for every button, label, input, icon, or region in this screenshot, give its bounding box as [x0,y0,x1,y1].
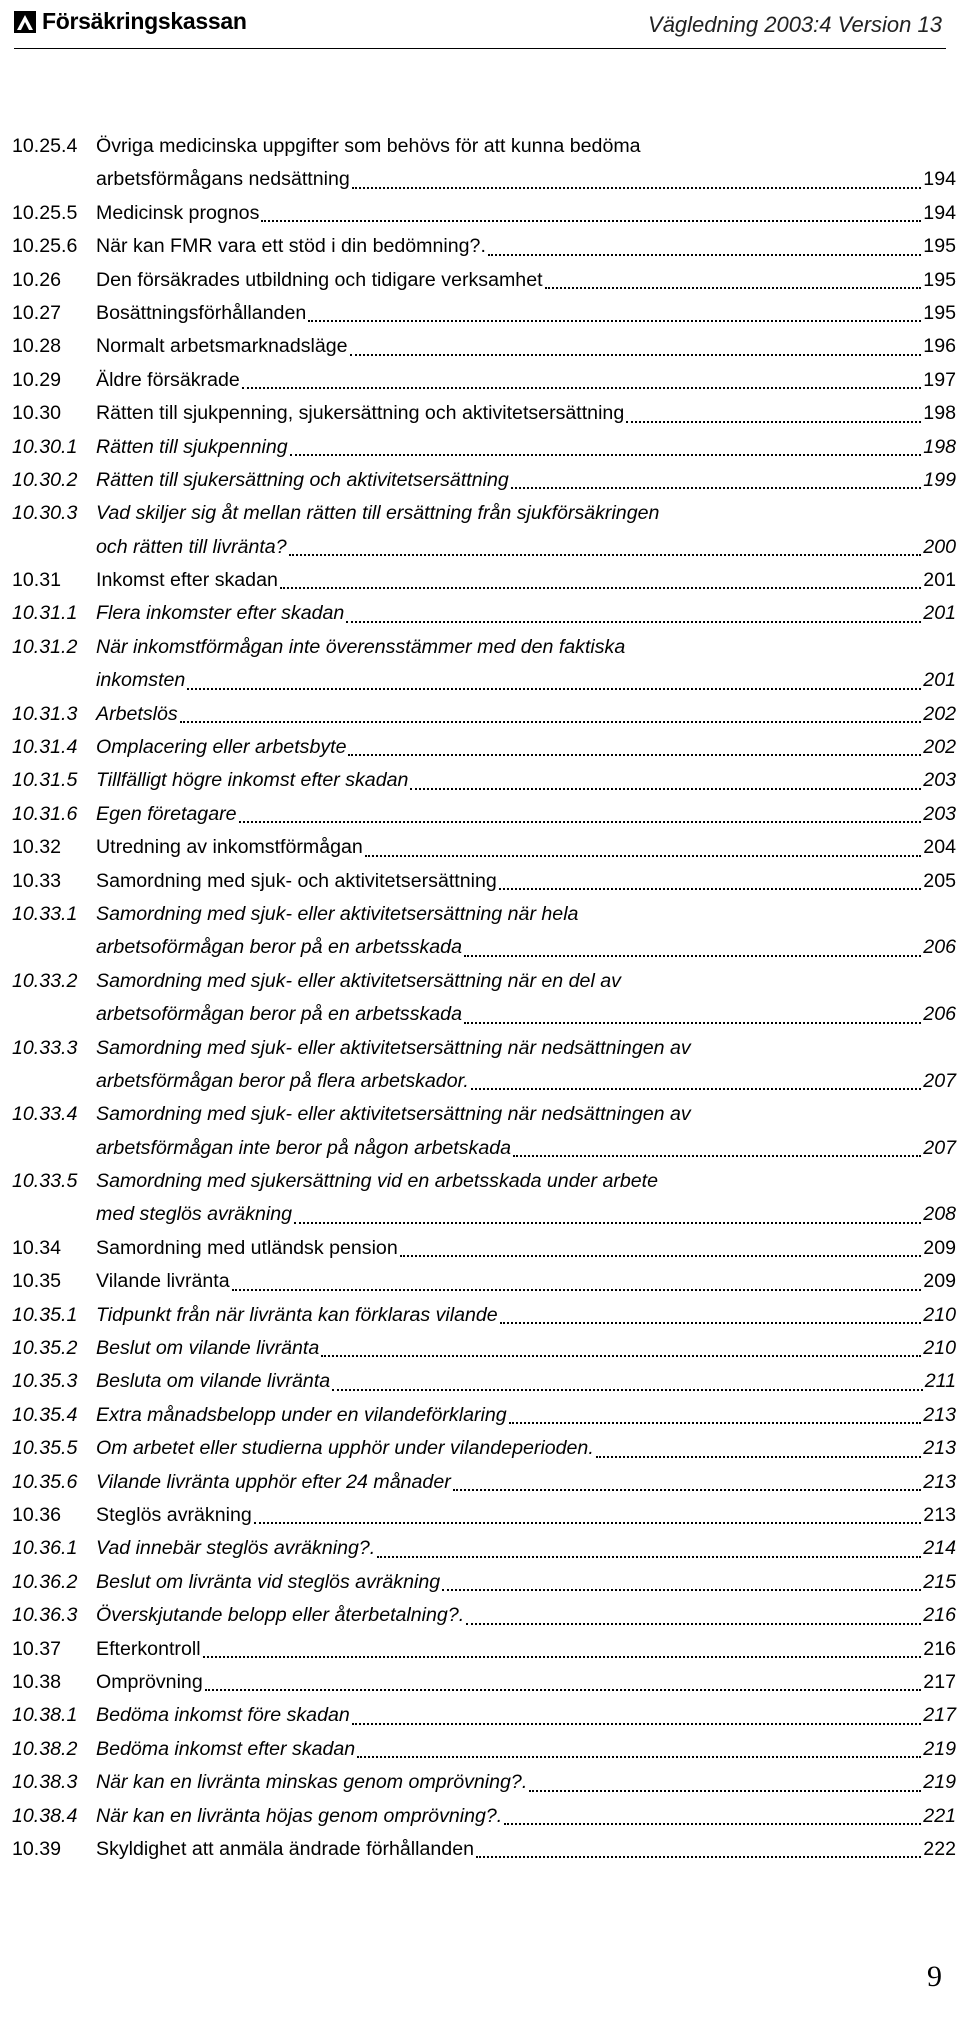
toc-number: 10.35 [12,1270,62,1293]
brand-logo-icon [14,11,36,33]
toc-number: 10.35.1 [12,1303,78,1326]
toc-page: 213 [923,1504,956,1526]
toc-entry[interactable] [12,1633,956,1666]
toc-page: 202 [923,702,956,725]
toc-page: 217 [923,1704,956,1727]
toc-title: Vad innebär steglös avräkning?. [96,1537,376,1560]
toc-leader [499,888,922,890]
toc-number: 10.33 [12,869,62,892]
toc-page: 221 [923,1804,956,1827]
toc-number: 10.31.6 [12,802,78,825]
toc-entry[interactable] [12,364,956,397]
toc-page: 195 [923,301,956,324]
toc-title: Rätten till sjukersättning och aktivitetsersättning [96,468,509,491]
toc-leader [254,1522,922,1524]
toc-title: Bosättningsförhållanden [96,301,307,324]
toc-page: 205 [923,869,956,892]
toc-leader [346,621,921,623]
toc-number: 10.31 [12,569,62,592]
toc-leader [513,1155,921,1157]
toc-entry[interactable] [12,464,956,497]
toc-title: Besluta om vilande livränta [96,1370,331,1393]
toc-number: 10.36 [12,1504,62,1526]
toc-leader [289,554,922,556]
toc-page: 201 [923,569,956,592]
toc-leader [464,955,921,957]
toc-title: Arbetslös [96,702,178,725]
toc-entry[interactable] [12,1165,956,1232]
toc-title: Samordning med sjuk- eller aktivitetsersättning när nedsättningen av [96,1103,691,1126]
toc-page: 209 [923,1236,956,1259]
toc-page: 214 [923,1537,956,1560]
toc-title-continued: arbetsoförmågan beror på en arbetsskada [96,1003,462,1026]
toc-leader [332,1389,923,1391]
toc-number: 10.35.3 [12,1370,78,1393]
toc-entry[interactable] [12,1733,956,1766]
toc-leader [471,1088,921,1090]
toc-number: 10.28 [12,335,62,358]
toc-number: 10.38.3 [12,1771,78,1794]
toc-title: När kan FMR vara ett stöd i din bedömning?. [96,235,486,258]
toc-title: Medicinsk prognos [96,201,260,224]
toc-entry[interactable] [12,1232,956,1265]
toc-entry[interactable] [12,130,956,197]
toc-entry[interactable] [12,1432,956,1465]
toc-leader [308,320,921,322]
toc-number: 10.25.5 [12,201,78,224]
page-number: 9 [927,1960,942,1993]
toc-leader [352,187,922,189]
toc-leader [511,487,922,489]
toc-leader [348,754,921,756]
toc-title: När kan en livränta minskas genom omprövning?. [96,1771,528,1794]
toc-number: 10.30 [12,402,62,425]
toc-number: 10.32 [12,836,62,859]
toc-entry[interactable] [12,764,956,797]
toc-leader [466,1623,921,1625]
toc-entry[interactable] [12,297,956,330]
toc-page: 204 [923,836,956,859]
toc-title: Omprövning [96,1670,203,1693]
toc-leader [626,421,921,423]
toc-title: Vilande livränta upphör efter 24 månader [96,1470,451,1493]
toc-title: Samordning med sjuk- eller aktivitetsersättning när nedsättningen av [96,1036,691,1059]
toc-number: 10.33.1 [12,902,78,925]
brand-name: Försäkringskassan [42,8,247,34]
toc-title: Beslut om livränta vid steglös avräkning [96,1570,441,1593]
toc-entry[interactable] [12,1699,956,1732]
toc-title-continued: med steglös avräkning [96,1203,293,1226]
toc-title: Om arbetet eller studierna upphör under vilandeperioden. [96,1437,594,1460]
toc-page: 219 [923,1771,956,1794]
toc-title: Skyldighet att anmäla ändrade förhållanden [96,1837,474,1860]
toc-title: Rätten till sjukpenning, sjukersättning och aktivitetsersättning [96,402,625,425]
toc-leader [205,1689,922,1691]
toc-page: 215 [923,1570,956,1593]
toc-title: Egen företagare [96,802,237,825]
toc-title: Rätten till sjukpenning [96,435,288,458]
toc-entry[interactable] [12,230,956,263]
toc-page: 211 [924,1370,956,1393]
toc-title-continued: arbetsförmågans nedsättning [96,168,350,191]
toc-page: 201 [923,602,956,625]
toc-title-continued: arbetsförmågan beror på flera arbetskador. [96,1069,469,1092]
toc-number: 10.35.6 [12,1470,78,1493]
toc-page: 210 [923,1303,956,1326]
toc-entry[interactable] [12,1332,956,1365]
toc-leader [350,354,922,356]
toc-entry[interactable] [12,898,956,965]
toc-number: 10.33.4 [12,1103,78,1126]
toc-page: 216 [923,1637,956,1660]
toc-title-continued: inkomsten [96,669,186,692]
toc-leader [180,721,922,723]
toc-entry[interactable] [12,865,956,898]
toc-title: Efterkontroll [96,1637,201,1660]
toc-page: 195 [923,268,956,291]
toc-title: Beslut om vilande livränta [96,1337,320,1360]
toc-title: Utredning av inkomstförmågan [96,836,363,859]
toc-page: 195 [923,235,956,258]
toc-page: 198 [923,435,956,458]
toc-number: 10.38.4 [12,1804,78,1827]
toc-entry[interactable] [12,1265,956,1298]
toc-page: 210 [923,1337,956,1360]
toc-title: Den försäkrades utbildning och tidigare verksamhet [96,268,543,291]
toc-page: 202 [923,736,956,759]
toc-title-continued: och rätten till livränta? [96,535,287,558]
toc-title: Steglös avräkning [96,1504,252,1526]
toc-page: 206 [923,936,956,959]
toc-number: 10.30.3 [12,502,78,525]
toc-number: 10.25.6 [12,235,78,258]
toc-entry[interactable] [12,264,956,297]
toc-title-continued: arbetsförmågan inte beror på någon arbetskada [96,1136,512,1159]
toc-leader [504,1823,921,1825]
toc-title: Vilande livränta [96,1270,230,1293]
toc-title: Bedöma inkomst efter skadan [96,1737,356,1760]
toc-title: Tidpunkt från när livränta kan förklaras vilande [96,1303,498,1326]
toc-leader [545,287,922,289]
toc-entry[interactable] [12,1766,956,1799]
toc-leader [365,855,921,857]
toc-title: Överskjutande belopp eller återbetalning?. [96,1604,465,1627]
toc-number: 10.37 [12,1637,62,1660]
toc-number: 10.36.2 [12,1570,78,1593]
toc-number: 10.36.3 [12,1604,78,1627]
toc-page: 203 [923,802,956,825]
toc-number: 10.31.3 [12,702,78,725]
toc-number: 10.33.5 [12,1170,78,1193]
toc-page: 209 [923,1270,956,1293]
toc-title: Samordning med sjuk- eller aktivitetsersättning när en del av [96,969,621,992]
toc-title: Bedöma inkomst före skadan [96,1704,350,1727]
toc-page: 194 [923,168,956,191]
toc-entry[interactable] [12,798,956,831]
toc-title: Övriga medicinska uppgifter som behövs för att kunna bedöma [96,134,641,157]
toc-title: Omplacering eller arbetsbyte [96,736,347,759]
toc-entry[interactable] [12,1833,956,1866]
toc-entry[interactable] [12,564,956,597]
toc-entry[interactable] [12,1299,956,1332]
toc-number: 10.30.2 [12,468,78,491]
toc-entry[interactable] [12,831,956,864]
toc-page: 217 [923,1670,956,1693]
toc-leader [509,1422,922,1424]
toc-title: Äldre försäkrade [96,368,240,391]
toc-leader [203,1656,922,1658]
toc-leader [464,1022,921,1024]
toc-leader [261,220,921,222]
toc-leader [453,1489,922,1491]
toc-number: 10.31.2 [12,635,78,658]
toc-page: 219 [923,1737,956,1760]
toc-page: 201 [923,669,956,692]
toc-number: 10.25.4 [12,134,78,157]
toc-title: Samordning med utländsk pension [96,1236,398,1259]
toc-title: Extra månadsbelopp under en vilandeförklaring [96,1403,507,1426]
toc-number: 10.38.1 [12,1704,78,1727]
toc-number: 10.27 [12,301,62,324]
toc-entry[interactable] [12,597,956,630]
toc-page: 203 [923,769,956,792]
header-divider [14,48,946,49]
toc-leader [352,1723,922,1725]
toc-title: Inkomst efter skadan [96,569,278,592]
toc-title: Vad skiljer sig åt mellan rätten till ersättning från sjukförsäkringen [96,502,660,525]
toc-number: 10.35.2 [12,1337,78,1360]
toc-entry[interactable] [12,1566,956,1599]
toc-entry[interactable] [12,330,956,363]
toc-title: Samordning med sjuk- eller aktivitetsersättning när hela [96,902,579,925]
toc-entry[interactable] [12,1499,956,1532]
toc-number: 10.33.2 [12,969,78,992]
toc-page: 213 [923,1470,956,1493]
toc-number: 10.29 [12,368,62,391]
toc-title: Tillfälligt högre inkomst efter skadan [96,769,409,792]
toc-title: Samordning med sjukersättning vid en arbetsskada under arbete [96,1170,659,1193]
toc-page: 207 [923,1136,956,1159]
toc-entry[interactable] [12,1800,956,1833]
toc-leader [294,1222,921,1224]
toc-leader [400,1255,922,1257]
toc-number: 10.31.1 [12,602,78,625]
toc-number: 10.26 [12,268,62,291]
toc-entry[interactable] [12,431,956,464]
toc-page: 194 [923,201,956,224]
toc-title-continued: arbetsoförmågan beror på en arbetsskada [96,936,462,959]
toc-number: 10.39 [12,1837,62,1860]
toc-number: 10.35.5 [12,1437,78,1460]
toc-entry[interactable] [12,1666,956,1699]
toc-entry[interactable] [12,497,956,564]
toc-entry[interactable] [12,1399,956,1432]
toc-leader [476,1856,921,1858]
toc-leader [488,254,921,256]
toc-page: 208 [923,1203,956,1226]
toc-page: 213 [923,1437,956,1460]
toc-leader [377,1556,921,1558]
toc-number: 10.34 [12,1236,62,1259]
toc-entry[interactable] [12,1365,956,1398]
toc-entry[interactable] [12,1532,956,1565]
toc-page: 198 [923,402,956,425]
toc-page: 206 [923,1003,956,1026]
toc-title: Flera inkomster efter skadan [96,602,345,625]
toc-leader [442,1589,921,1591]
toc-title: När inkomstförmågan inte överensstämmer med den faktiska [96,635,626,658]
toc-leader [187,688,921,690]
toc-page: 200 [923,535,956,558]
toc-title: När kan en livränta höjas genom omprövning?. [96,1804,503,1827]
toc-page: 216 [923,1604,956,1627]
toc-entry[interactable] [12,631,956,698]
toc-number: 10.35.4 [12,1403,78,1426]
toc-page: 197 [923,368,956,391]
toc-entry[interactable] [12,1466,956,1499]
toc-page: 196 [923,335,956,358]
document-version: Vägledning 2003:4 Version 13 [648,12,942,37]
toc-leader [242,387,922,389]
toc-number: 10.33.3 [12,1036,78,1059]
toc-leader [529,1790,921,1792]
toc-leader [500,1322,922,1324]
toc-entry[interactable] [12,397,956,430]
toc-title: Normalt arbetsmarknadsläge [96,335,348,358]
toc-leader [596,1456,922,1458]
toc-number: 10.31.5 [12,769,78,792]
toc-leader [410,788,921,790]
toc-number: 10.36.1 [12,1537,78,1560]
toc-page: 207 [923,1069,956,1092]
toc-title: Samordning med sjuk- och aktivitetsersättning [96,869,497,892]
toc-entry[interactable] [12,1032,956,1099]
toc-leader [280,587,921,589]
toc-entry[interactable] [12,197,956,230]
toc-leader [321,1355,921,1357]
toc-number: 10.30.1 [12,435,78,458]
toc-entry[interactable] [12,1599,956,1632]
toc-entry[interactable] [12,965,956,1032]
toc-page: 213 [923,1403,956,1426]
toc-leader [290,454,922,456]
toc-number: 10.38.2 [12,1737,78,1760]
toc-entry[interactable] [12,698,956,731]
toc-page: 199 [923,468,956,491]
toc-leader [357,1756,921,1758]
toc-page: 222 [923,1837,956,1860]
page-header [0,0,960,54]
toc-leader [232,1289,922,1291]
toc-entry[interactable] [12,731,956,764]
toc-number: 10.38 [12,1670,62,1693]
table-of-contents [12,130,956,1866]
toc-leader [239,821,922,823]
toc-number: 10.31.4 [12,736,78,759]
brand-logo [14,8,247,35]
toc-entry[interactable] [12,1098,956,1165]
